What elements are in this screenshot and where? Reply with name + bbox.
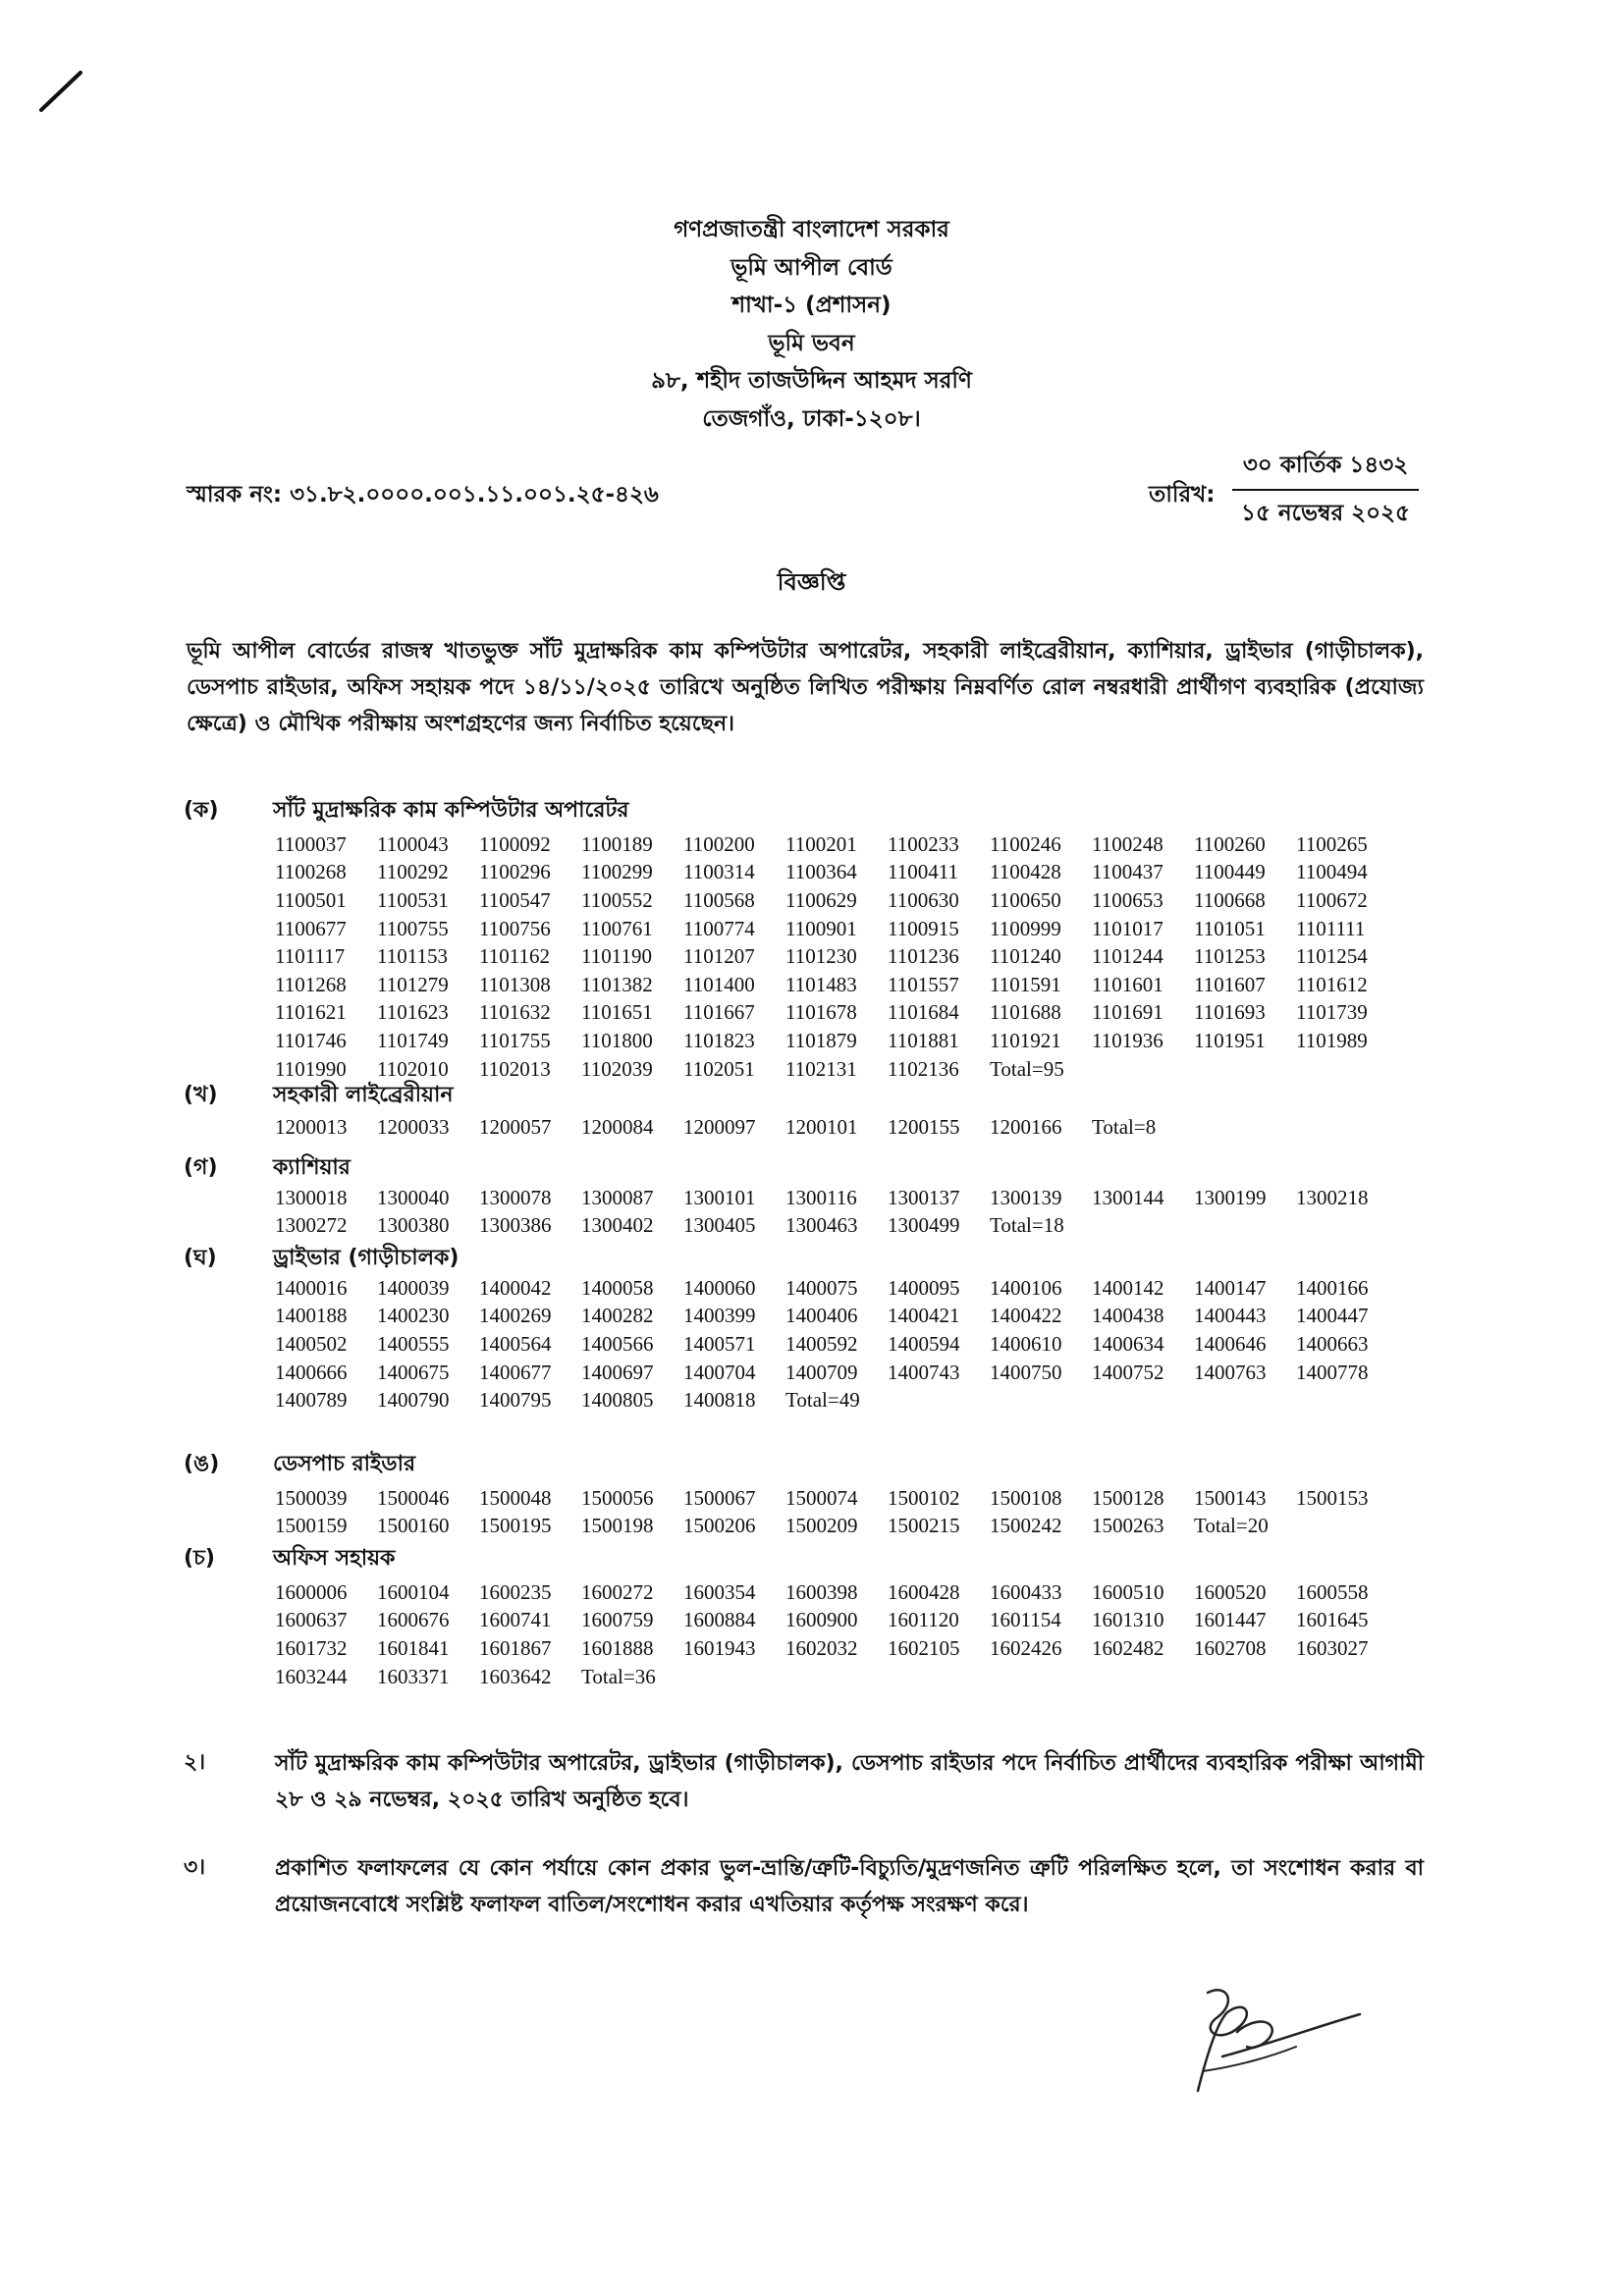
roll-number: 1101691 — [1092, 1000, 1163, 1025]
memo-number: স্মারক নং: ৩১.৮২.০০০০.০০১.১১.০০১.২৫-৪২৬ — [187, 482, 659, 507]
roll-number: 1100200 — [683, 831, 755, 856]
roll-number: 1600433 — [990, 1579, 1062, 1604]
roll-number: 1101921 — [990, 1028, 1061, 1052]
roll-number: 1100043 — [377, 831, 449, 856]
roll-number: 1400752 — [1092, 1360, 1164, 1384]
roll-number: 1100501 — [275, 887, 347, 912]
roll-number: 1101879 — [785, 1028, 857, 1052]
roll-number: 1400058 — [581, 1275, 654, 1300]
roll-row — [275, 886, 1398, 915]
roll-number: 1100248 — [1092, 831, 1163, 856]
roll-row — [275, 999, 1398, 1028]
roll-row — [275, 1386, 1398, 1415]
roll-row — [275, 1303, 1398, 1331]
roll-number: 1300087 — [581, 1185, 654, 1209]
intro-paragraph: ভূমি আপীল বোর্ডের রাজস্ব খাতভুক্ত সাঁট মুদ্রাক্ষরিক কাম কম্পিউটার অপারেটর, সহকারী লাইব্রেরীয়ান, ক্যাশিয়ার, ড্রাইভার (গাড়ীচালক), ডেসপাচ রাইডার, অফিস সহায়ক পদে ১৪/১১/২০২৫ তারিখে অনুষ্ঠিত লিখিত পরীক্ষায় নিম্নবর্ণিত রোল নম্বরধারী প্রার্থীগণ ব্যবহারিক (প্রযোজ্য ক্ষেত্রে) ও মৌখিক পরীক্ষায় অংশগ্রহণের জন্য নির্বাচিত হয়েছেন। — [187, 639, 1424, 736]
roll-number: 1400646 — [1194, 1331, 1267, 1356]
section-title: ড্রাইভার (গাড়ীচালক) — [273, 1246, 460, 1270]
roll-number: 1300078 — [479, 1185, 552, 1209]
roll-number: 1101017 — [1092, 916, 1163, 940]
section-total: Total=36 — [581, 1664, 656, 1688]
roll-number: 1101623 — [377, 1000, 449, 1025]
roll-number: 1400709 — [785, 1360, 858, 1384]
roll-number: 1100201 — [785, 831, 857, 856]
header-government: গণপ্রজাতন্ত্রী বাংলাদেশ সরকার — [674, 217, 949, 242]
roll-row — [275, 1274, 1398, 1303]
roll-number: 1600520 — [1194, 1579, 1267, 1604]
paragraph-text: সাঁট মুদ্রাক্ষরিক কাম কম্পিউটার অপারেটর, ড্রাইভার (গাড়ীচালক), ডেসপাচ রাইডার পদে নির্বাচিত প্রার্থীদের ব্যবহারিক পরীক্ষা আগামী ২৮ ও ২৯ নভেম্বর, ২০২৫ তারিখ অনুষ্ঠিত হবে। — [275, 1751, 1424, 1812]
roll-number: 1601645 — [1296, 1608, 1369, 1632]
roll-number: 1100449 — [1194, 860, 1266, 884]
roll-number: 1400795 — [479, 1388, 552, 1413]
roll-number: 1600676 — [377, 1608, 450, 1632]
roll-row — [275, 942, 1398, 971]
roll-number: 1100630 — [888, 887, 959, 912]
roll-number: 1400502 — [275, 1331, 348, 1356]
roll-number: 1101755 — [479, 1028, 551, 1052]
roll-row — [275, 1113, 1156, 1142]
roll-number: 1602032 — [785, 1635, 858, 1660]
roll-number: 1101051 — [1194, 916, 1266, 940]
roll-number: 1101688 — [990, 1000, 1061, 1025]
roll-number: 1300499 — [888, 1213, 960, 1238]
roll-number: 1400282 — [581, 1304, 654, 1328]
roll-number: 1601943 — [683, 1635, 756, 1660]
roll-list — [275, 1184, 1398, 1240]
roll-number: 1400406 — [785, 1304, 858, 1328]
roll-number: 1600354 — [683, 1579, 756, 1604]
roll-number: 1100552 — [581, 887, 653, 912]
roll-row — [275, 1330, 1398, 1359]
roll-number: 1200057 — [479, 1114, 552, 1139]
roll-number: 1601841 — [377, 1635, 450, 1660]
date-gregorian: ১৫ নভেম্বর ২০২৫ — [1241, 501, 1410, 526]
roll-number: 1101667 — [683, 1000, 755, 1025]
roll-number: 1101678 — [785, 1000, 857, 1025]
roll-number: 1101483 — [785, 972, 857, 996]
roll-number: 1400106 — [990, 1275, 1062, 1300]
roll-number: 1100668 — [1194, 887, 1266, 912]
section-title: সাঁট মুদ্রাক্ষরিক কাম কম্পিউটার অপারেটর — [273, 798, 629, 823]
roll-number: 1101117 — [275, 944, 346, 969]
section-total: Total=20 — [1194, 1514, 1269, 1538]
roll-row — [275, 830, 1398, 859]
header-building: ভূমি ভবন — [768, 330, 855, 356]
roll-number: 1101557 — [888, 972, 959, 996]
section-label: (চ) — [184, 1546, 215, 1571]
roll-number: 1400677 — [479, 1360, 552, 1384]
roll-number: 1400269 — [479, 1304, 552, 1328]
roll-number: 1101612 — [1296, 972, 1368, 996]
roll-number: 1100531 — [377, 887, 449, 912]
roll-number: 1300218 — [1296, 1185, 1369, 1209]
roll-number: 1100650 — [990, 887, 1061, 912]
roll-number: 1601732 — [275, 1635, 348, 1660]
roll-number: 1100999 — [990, 916, 1061, 940]
roll-number: 1300380 — [377, 1213, 450, 1238]
paragraph-text: প্রকাশিত ফলাফলের যে কোন পর্যায়ে কোন প্রকার ভুল-ভ্রান্তি/ত্রুটি-বিচ্যুতি/মুদ্রণজনিত ত্রুটি পরিলক্ষিত হলে, তা সংশোধন করার বা প্রয়োজনবোধে সংশ্লিষ্ট ফলাফল বাতিল/সংশোধন করার এখতিয়ার কর্তৃপক্ষ সংরক্ষণ করে। — [275, 1856, 1424, 1917]
roll-number: 1400095 — [888, 1275, 960, 1300]
roll-number: 1500046 — [377, 1485, 450, 1510]
roll-number: 1101591 — [990, 972, 1061, 996]
roll-number: 1601154 — [990, 1608, 1061, 1632]
roll-number: 1601310 — [1092, 1608, 1164, 1632]
roll-number: 1200084 — [581, 1114, 654, 1139]
roll-number: 1101990 — [275, 1056, 347, 1081]
section-label: (খ) — [184, 1083, 218, 1107]
section-label: (ঘ) — [184, 1246, 217, 1270]
roll-number: 1200155 — [888, 1114, 960, 1139]
roll-number: 1600428 — [888, 1579, 960, 1604]
roll-number: 1102010 — [377, 1056, 449, 1081]
roll-number: 1101153 — [377, 944, 448, 969]
roll-number: 1101989 — [1296, 1028, 1368, 1052]
roll-number: 1101749 — [377, 1028, 449, 1052]
roll-number: 1101693 — [1194, 1000, 1266, 1025]
roll-row — [275, 1027, 1398, 1055]
roll-number: 1101951 — [1194, 1028, 1266, 1052]
roll-number: 1603244 — [275, 1664, 348, 1688]
roll-number: 1600741 — [479, 1608, 552, 1632]
roll-number: 1400571 — [683, 1331, 756, 1356]
roll-number: 1400743 — [888, 1360, 960, 1384]
section-title: ক্যাশিয়ার — [273, 1155, 351, 1180]
roll-number: 1101254 — [1296, 944, 1368, 969]
roll-number: 1100677 — [275, 916, 347, 940]
section-title: সহকারী লাইব্রেরীয়ান — [273, 1083, 454, 1107]
roll-number: 1100672 — [1296, 887, 1368, 912]
roll-list — [275, 1113, 1156, 1142]
roll-number: 1102039 — [581, 1056, 653, 1081]
roll-number: 1100037 — [275, 831, 347, 856]
roll-number: 1101308 — [479, 972, 551, 996]
roll-number: 1400750 — [990, 1360, 1062, 1384]
roll-row — [275, 859, 1398, 887]
roll-number: 1600637 — [275, 1608, 348, 1632]
header-city: তেজগাঁও, ঢাকা-১২০৮। — [702, 405, 921, 432]
section-title: ডেসপাচ রাইডার — [273, 1452, 416, 1476]
roll-number: 1100568 — [683, 887, 755, 912]
roll-number: 1500209 — [785, 1514, 858, 1538]
roll-number: 1500074 — [785, 1485, 858, 1510]
roll-number: 1101244 — [1092, 944, 1163, 969]
roll-number: 1102013 — [479, 1056, 551, 1081]
roll-number: 1400399 — [683, 1304, 756, 1328]
roll-number: 1101268 — [275, 972, 347, 996]
roll-number: 1500215 — [888, 1514, 960, 1538]
date-label: তারিখ: — [1149, 482, 1216, 507]
roll-number: 1600759 — [581, 1608, 654, 1632]
roll-number: 1600235 — [479, 1579, 552, 1604]
roll-number: 1603371 — [377, 1664, 450, 1688]
roll-number: 1500102 — [888, 1485, 960, 1510]
roll-number: 1500108 — [990, 1485, 1062, 1510]
roll-number: 1101236 — [888, 944, 959, 969]
roll-number: 1400592 — [785, 1331, 858, 1356]
roll-number: 1200101 — [785, 1114, 858, 1139]
roll-number: 1300116 — [785, 1185, 857, 1209]
roll-number: 1600558 — [1296, 1579, 1369, 1604]
roll-row — [275, 1634, 1398, 1663]
roll-number: 1101936 — [1092, 1028, 1163, 1052]
roll-number: 1500195 — [479, 1514, 552, 1538]
roll-number: 1101601 — [1092, 972, 1163, 996]
roll-number: 1300402 — [581, 1213, 654, 1238]
roll-number: 1500067 — [683, 1485, 756, 1510]
roll-number: 1100915 — [888, 916, 959, 940]
roll-number: 1101382 — [581, 972, 653, 996]
roll-number: 1101207 — [683, 944, 755, 969]
roll-number: 1100774 — [683, 916, 755, 940]
roll-number: 1500242 — [990, 1514, 1062, 1538]
roll-number: 1500048 — [479, 1485, 552, 1510]
roll-number: 1400610 — [990, 1331, 1062, 1356]
roll-number: 1602105 — [888, 1635, 960, 1660]
roll-number: 1400566 — [581, 1331, 654, 1356]
roll-number: 1101632 — [479, 1000, 551, 1025]
roll-row — [275, 1184, 1398, 1212]
roll-number: 1400634 — [1092, 1331, 1164, 1356]
roll-number: 1300139 — [990, 1185, 1062, 1209]
roll-number: 1101190 — [581, 944, 652, 969]
roll-number: 1500143 — [1194, 1485, 1267, 1510]
roll-number: 1200166 — [990, 1114, 1062, 1139]
roll-number: 1300137 — [888, 1185, 960, 1209]
roll-number: 1100292 — [377, 860, 449, 884]
roll-number: 1101279 — [377, 972, 449, 996]
roll-number: 1101607 — [1194, 972, 1266, 996]
roll-number: 1300405 — [683, 1213, 756, 1238]
roll-number: 1102131 — [785, 1056, 857, 1081]
section-total: Total=49 — [785, 1388, 860, 1413]
roll-number: 1600900 — [785, 1608, 858, 1632]
roll-number: 1603027 — [1296, 1635, 1369, 1660]
roll-number: 1601120 — [888, 1608, 959, 1632]
roll-number: 1100314 — [683, 860, 755, 884]
section-total: Total=8 — [1092, 1114, 1157, 1139]
roll-number: 1400422 — [990, 1304, 1062, 1328]
roll-number: 1400042 — [479, 1275, 552, 1300]
roll-number: 1300040 — [377, 1185, 450, 1209]
section-total: Total=95 — [990, 1056, 1064, 1081]
roll-number: 1600272 — [581, 1579, 654, 1604]
pen-mark-icon — [37, 67, 86, 116]
roll-number: 1102136 — [888, 1056, 959, 1081]
roll-number: 1101800 — [581, 1028, 653, 1052]
roll-number: 1400564 — [479, 1331, 552, 1356]
roll-number: 1101111 — [1296, 916, 1366, 940]
roll-row — [275, 915, 1398, 943]
roll-number: 1101400 — [683, 972, 755, 996]
roll-number: 1100629 — [785, 887, 857, 912]
roll-number: 1101684 — [888, 1000, 959, 1025]
roll-number: 1101162 — [479, 944, 550, 969]
roll-number: 1400763 — [1194, 1360, 1267, 1384]
roll-number: 1400594 — [888, 1331, 960, 1356]
roll-number: 1400675 — [377, 1360, 450, 1384]
section-label: (ক) — [184, 798, 219, 823]
roll-number: 1100260 — [1194, 831, 1266, 856]
roll-number: 1602482 — [1092, 1635, 1164, 1660]
roll-number: 1102051 — [683, 1056, 755, 1081]
roll-number: 1500153 — [1296, 1485, 1369, 1510]
roll-number: 1200013 — [275, 1114, 348, 1139]
roll-number: 1101881 — [888, 1028, 959, 1052]
roll-number: 1100411 — [888, 860, 958, 884]
roll-number: 1400166 — [1296, 1275, 1369, 1300]
header-street: ৯৮, শহীদ তাজউদ্দিন আহমদ সরণি — [651, 368, 972, 394]
roll-number: 1100364 — [785, 860, 857, 884]
notice-title: বিজ্ঞপ্তি — [777, 568, 846, 596]
roll-number: 1101240 — [990, 944, 1061, 969]
roll-number: 1200097 — [683, 1114, 756, 1139]
roll-number: 1300199 — [1194, 1185, 1267, 1209]
roll-number: 1400789 — [275, 1388, 348, 1413]
section-label: (ঙ) — [184, 1452, 220, 1476]
roll-row — [275, 971, 1398, 999]
roll-number: 1100437 — [1092, 860, 1163, 884]
section-total: Total=18 — [990, 1213, 1064, 1238]
roll-number: 1100296 — [479, 860, 551, 884]
roll-number: 1101823 — [683, 1028, 755, 1052]
roll-number: 1100547 — [479, 887, 551, 912]
roll-number: 1400075 — [785, 1275, 858, 1300]
roll-number: 1500198 — [581, 1514, 654, 1538]
roll-number: 1601888 — [581, 1635, 654, 1660]
roll-number: 1100189 — [581, 831, 653, 856]
roll-row — [275, 1359, 1398, 1387]
roll-number: 1100761 — [581, 916, 653, 940]
section-title: অফিস সহায়ক — [273, 1546, 396, 1571]
roll-number: 1400443 — [1194, 1304, 1267, 1328]
roll-number: 1601867 — [479, 1635, 552, 1660]
roll-number: 1400697 — [581, 1360, 654, 1384]
roll-number: 1500160 — [377, 1514, 450, 1538]
roll-number: 1400039 — [377, 1275, 450, 1300]
roll-number: 1600006 — [275, 1579, 348, 1604]
roll-number: 1100265 — [1296, 831, 1368, 856]
roll-number: 1602426 — [990, 1635, 1062, 1660]
roll-number: 1101230 — [785, 944, 857, 969]
roll-list — [275, 1578, 1398, 1690]
roll-number: 1400147 — [1194, 1275, 1267, 1300]
roll-row — [275, 1484, 1398, 1513]
header-branch: শাখা-১ (প্রশাসন) — [731, 293, 892, 318]
roll-number: 1101253 — [1194, 944, 1266, 969]
roll-number: 1300272 — [275, 1213, 348, 1238]
roll-number: 1500159 — [275, 1514, 348, 1538]
roll-number: 1100755 — [377, 916, 449, 940]
date-bangla: ৩০ কার্তিক ১৪৩২ — [1232, 447, 1419, 491]
roll-number: 1100268 — [275, 860, 347, 884]
roll-number: 1300386 — [479, 1213, 552, 1238]
roll-number: 1500128 — [1092, 1485, 1164, 1510]
roll-number: 1400447 — [1296, 1304, 1369, 1328]
roll-number: 1100299 — [581, 860, 653, 884]
date-fraction — [1232, 447, 1419, 533]
section-label: (গ) — [184, 1155, 218, 1180]
roll-row — [275, 1578, 1398, 1607]
roll-number: 1400805 — [581, 1388, 654, 1413]
roll-list — [275, 1274, 1398, 1415]
roll-number: 1100233 — [888, 831, 959, 856]
roll-number: 1100246 — [990, 831, 1061, 856]
header-board: ভূমি আপীল বোর্ড — [730, 254, 893, 281]
paragraph-number: ৩। — [184, 1855, 206, 1880]
roll-number: 1600510 — [1092, 1579, 1164, 1604]
roll-number: 1600398 — [785, 1579, 858, 1604]
roll-number: 1100092 — [479, 831, 551, 856]
roll-number: 1300101 — [683, 1185, 756, 1209]
roll-row — [275, 1607, 1398, 1635]
roll-number: 1600884 — [683, 1608, 756, 1632]
roll-number: 1400790 — [377, 1388, 450, 1413]
roll-number: 1200033 — [377, 1114, 450, 1139]
roll-number: 1400438 — [1092, 1304, 1164, 1328]
roll-number: 1600104 — [377, 1579, 450, 1604]
roll-number: 1500206 — [683, 1514, 756, 1538]
roll-number: 1100653 — [1092, 887, 1163, 912]
roll-number: 1500039 — [275, 1485, 348, 1510]
roll-number: 1100756 — [479, 916, 551, 940]
roll-number: 1400818 — [683, 1388, 756, 1413]
roll-number: 1400421 — [888, 1304, 960, 1328]
roll-number: 1400663 — [1296, 1331, 1369, 1356]
roll-number: 1100494 — [1296, 860, 1368, 884]
roll-number: 1603642 — [479, 1664, 552, 1688]
roll-number: 1101621 — [275, 1000, 347, 1025]
roll-number: 1400555 — [377, 1331, 450, 1356]
roll-number: 1400666 — [275, 1360, 348, 1384]
roll-number: 1300144 — [1092, 1185, 1164, 1209]
roll-number: 1500263 — [1092, 1514, 1164, 1538]
roll-number: 1400142 — [1092, 1275, 1164, 1300]
roll-number: 1101739 — [1296, 1000, 1368, 1025]
roll-number: 1601447 — [1194, 1608, 1267, 1632]
roll-number: 1400060 — [683, 1275, 756, 1300]
roll-row — [275, 1663, 1398, 1691]
paragraph-number: ২। — [184, 1750, 206, 1775]
roll-number: 1101746 — [275, 1028, 347, 1052]
signature-icon — [1178, 1973, 1365, 2110]
roll-number: 1500056 — [581, 1485, 654, 1510]
roll-row — [275, 1212, 1398, 1241]
roll-number: 1400778 — [1296, 1360, 1369, 1384]
roll-number: 1400188 — [275, 1304, 348, 1328]
roll-number: 1602708 — [1194, 1635, 1267, 1660]
roll-number: 1101651 — [581, 1000, 653, 1025]
roll-row — [275, 1513, 1398, 1541]
roll-list — [275, 830, 1398, 1083]
roll-number: 1400230 — [377, 1304, 450, 1328]
roll-number: 1300018 — [275, 1185, 348, 1209]
roll-number: 1100901 — [785, 916, 857, 940]
roll-number: 1300463 — [785, 1213, 858, 1238]
roll-number: 1400704 — [683, 1360, 756, 1384]
roll-number: 1100428 — [990, 860, 1061, 884]
roll-list — [275, 1484, 1398, 1540]
letterhead — [0, 211, 1623, 438]
roll-number: 1400016 — [275, 1275, 348, 1300]
